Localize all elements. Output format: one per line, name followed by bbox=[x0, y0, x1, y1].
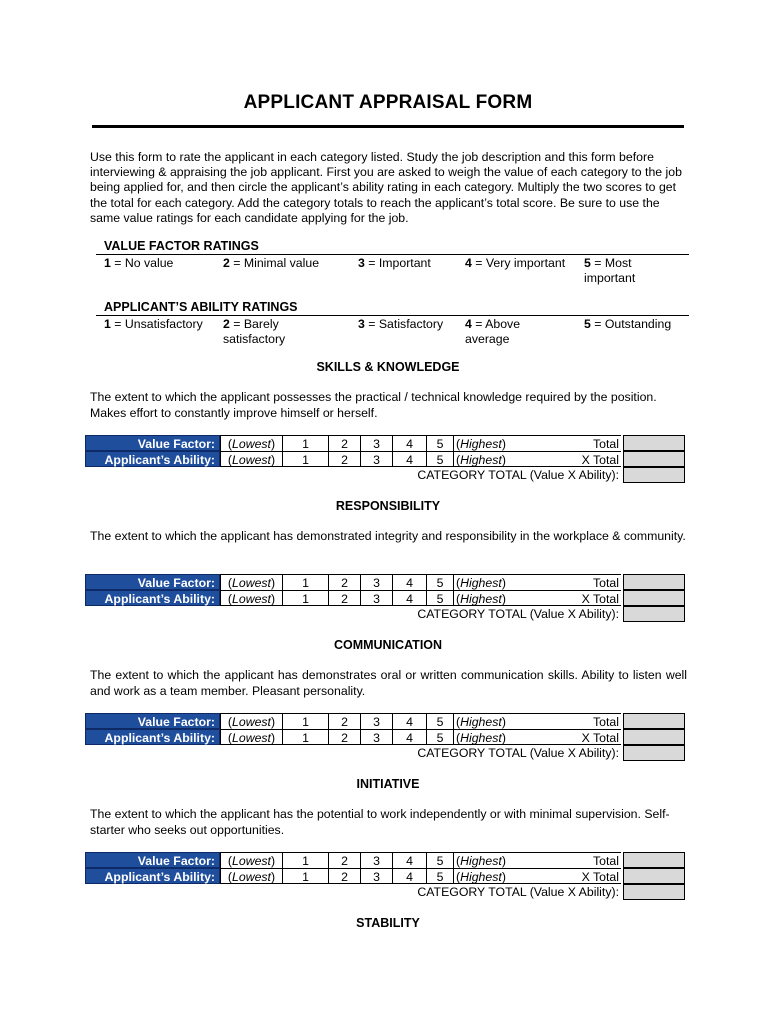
highest-label: (Highest) bbox=[454, 590, 522, 606]
highest-label: (Highest) bbox=[454, 868, 522, 884]
value-ratings-heading: VALUE FACTOR RATINGS bbox=[104, 239, 259, 253]
ability-row bbox=[85, 868, 685, 884]
x-total-label: X Total bbox=[522, 868, 621, 884]
ability-option-3[interactable]: 3 bbox=[360, 451, 392, 467]
ability-ratings-divider bbox=[96, 315, 689, 316]
section-title-communication: COMMUNICATION bbox=[333, 638, 443, 652]
section-title-skills: SKILLS & KNOWLEDGE bbox=[316, 360, 460, 374]
category-total-input[interactable] bbox=[623, 606, 685, 622]
category-total-label: CATEGORY TOTAL (Value X Ability): bbox=[417, 885, 619, 899]
ability-ratings-heading: APPLICANT’S ABILITY RATINGS bbox=[104, 300, 298, 314]
value-option-1[interactable]: 1 bbox=[282, 435, 328, 451]
value-option-2[interactable]: 2 bbox=[328, 713, 360, 729]
value-option-5[interactable]: 5 bbox=[426, 435, 454, 451]
lowest-label: (Lowest) bbox=[220, 574, 282, 590]
value-total-input[interactable] bbox=[623, 852, 685, 868]
ability-option-5[interactable]: 5 bbox=[426, 729, 454, 745]
page-title: APPLICANT APPRAISAL FORM bbox=[243, 92, 533, 113]
x-total-label: X Total bbox=[522, 451, 621, 467]
ability-option-4[interactable]: 4 bbox=[392, 451, 426, 467]
value-rating-1: 1 = No value bbox=[104, 256, 174, 270]
value-rating-4: 4 = Very important bbox=[465, 256, 566, 270]
ability-option-3[interactable]: 3 bbox=[360, 729, 392, 745]
ability-total-input[interactable] bbox=[623, 868, 685, 884]
ability-option-3[interactable]: 3 bbox=[360, 868, 392, 884]
value-option-3[interactable]: 3 bbox=[360, 852, 392, 868]
ability-option-3[interactable]: 3 bbox=[360, 590, 392, 606]
ability-label: Applicant’s Ability: bbox=[85, 590, 220, 606]
ability-option-1[interactable]: 1 bbox=[282, 868, 328, 884]
intro-paragraph: Use this form to rate the applicant in each category listed. Study the job description and this form before interviewing & appraising the job applicant. First you are asked to weigh the value of each category to the job being applied for, and then circle the applicant’s ability rating in each category. Multiply the two scores to get the total for each category. Add the category totals to reach the applicant’s total score. Be sure to use the same value ratings for each candidate applying for the job. bbox=[90, 150, 682, 225]
lowest-label: (Lowest) bbox=[220, 451, 282, 467]
highest-label: (Highest) bbox=[454, 435, 522, 451]
section-title-responsibility: RESPONSIBILITY bbox=[335, 499, 441, 513]
value-factor-row bbox=[85, 852, 685, 868]
highest-label: (Highest) bbox=[454, 729, 522, 745]
lowest-label: (Lowest) bbox=[220, 713, 282, 729]
ability-label: Applicant’s Ability: bbox=[85, 868, 220, 884]
value-option-3[interactable]: 3 bbox=[360, 435, 392, 451]
value-option-3[interactable]: 3 bbox=[360, 713, 392, 729]
value-factor-row bbox=[85, 435, 685, 451]
ability-row bbox=[85, 729, 685, 745]
category-total-label: CATEGORY TOTAL (Value X Ability): bbox=[417, 746, 619, 760]
value-factor-label: Value Factor: bbox=[85, 574, 220, 590]
value-total-input[interactable] bbox=[623, 574, 685, 590]
value-rating-2: 2 = Minimal value bbox=[223, 256, 320, 270]
value-option-5[interactable]: 5 bbox=[426, 852, 454, 868]
value-ratings-divider bbox=[96, 254, 689, 255]
ability-option-4[interactable]: 4 bbox=[392, 729, 426, 745]
section-desc-responsibility: The extent to which the applicant has demonstrated integrity and responsibility in the workplace & community. bbox=[90, 529, 686, 543]
ability-option-4[interactable]: 4 bbox=[392, 590, 426, 606]
value-option-4[interactable]: 4 bbox=[392, 713, 426, 729]
lowest-label: (Lowest) bbox=[220, 435, 282, 451]
category-total-label: CATEGORY TOTAL (Value X Ability): bbox=[417, 468, 619, 482]
ability-label: Applicant’s Ability: bbox=[85, 729, 220, 745]
value-factor-row bbox=[85, 713, 685, 729]
rating-table-skills bbox=[85, 435, 685, 485]
category-total-label: CATEGORY TOTAL (Value X Ability): bbox=[417, 607, 619, 621]
ability-label: Applicant’s Ability: bbox=[85, 451, 220, 467]
total-label: Total bbox=[522, 435, 621, 451]
lowest-label: (Lowest) bbox=[220, 590, 282, 606]
value-total-input[interactable] bbox=[623, 435, 685, 451]
value-option-4[interactable]: 4 bbox=[392, 435, 426, 451]
ability-option-1[interactable]: 1 bbox=[282, 451, 328, 467]
ability-option-2[interactable]: 2 bbox=[328, 729, 360, 745]
value-factor-label: Value Factor: bbox=[85, 852, 220, 868]
ability-option-5[interactable]: 5 bbox=[426, 868, 454, 884]
ability-total-input[interactable] bbox=[623, 590, 685, 606]
highest-label: (Highest) bbox=[454, 852, 522, 868]
lowest-label: (Lowest) bbox=[220, 852, 282, 868]
value-factor-label: Value Factor: bbox=[85, 435, 220, 451]
value-factor-label: Value Factor: bbox=[85, 713, 220, 729]
value-option-1[interactable]: 1 bbox=[282, 574, 328, 590]
value-option-1[interactable]: 1 bbox=[282, 713, 328, 729]
ability-option-1[interactable]: 1 bbox=[282, 590, 328, 606]
value-option-3[interactable]: 3 bbox=[360, 574, 392, 590]
x-total-label: X Total bbox=[522, 590, 621, 606]
ability-option-5[interactable]: 5 bbox=[426, 451, 454, 467]
value-rating-5: 5 = Most important bbox=[584, 256, 636, 285]
total-label: Total bbox=[522, 574, 621, 590]
ability-row bbox=[85, 590, 685, 606]
section-title-initiative: INITIATIVE bbox=[356, 777, 420, 791]
ability-rating-4: 4 = Above average bbox=[465, 317, 521, 346]
ability-rating-3: 3 = Satisfactory bbox=[358, 317, 444, 331]
section-title-stability: STABILITY bbox=[356, 916, 420, 930]
category-total-input[interactable] bbox=[623, 884, 685, 900]
value-rating-3: 3 = Important bbox=[358, 256, 431, 270]
ability-total-input[interactable] bbox=[623, 729, 685, 745]
total-label: Total bbox=[522, 713, 621, 729]
value-total-input[interactable] bbox=[623, 713, 685, 729]
ability-rating-2: 2 = Barely satisfactory bbox=[223, 317, 286, 346]
ability-option-4[interactable]: 4 bbox=[392, 868, 426, 884]
lowest-label: (Lowest) bbox=[220, 868, 282, 884]
ability-option-5[interactable]: 5 bbox=[426, 590, 454, 606]
category-total-input[interactable] bbox=[623, 745, 685, 761]
ability-rating-1: 1 = Unsatisfactory bbox=[104, 317, 203, 331]
value-option-2[interactable]: 2 bbox=[328, 852, 360, 868]
lowest-label: (Lowest) bbox=[220, 729, 282, 745]
section-desc-skills: The extent to which the applicant possesses the practical / technical knowledge required by the position. Makes effort to constantly improve himself or herself. bbox=[90, 390, 657, 420]
rating-table-initiative bbox=[85, 852, 685, 902]
value-factor-row bbox=[85, 574, 685, 590]
value-option-1[interactable]: 1 bbox=[282, 852, 328, 868]
rating-table-communication bbox=[85, 713, 685, 763]
value-option-5[interactable]: 5 bbox=[426, 713, 454, 729]
total-label: Total bbox=[522, 852, 621, 868]
ability-rating-5: 5 = Outstanding bbox=[584, 317, 672, 331]
ability-option-2[interactable]: 2 bbox=[328, 451, 360, 467]
ability-option-2[interactable]: 2 bbox=[328, 590, 360, 606]
rating-table-responsibility bbox=[85, 574, 685, 624]
section-desc-initiative: The extent to which the applicant has the potential to work independently or with minimal supervision. Self-starter who seeks out opportunities. bbox=[90, 807, 670, 837]
x-total-label: X Total bbox=[522, 729, 621, 745]
category-total-input[interactable] bbox=[623, 467, 685, 483]
ability-option-2[interactable]: 2 bbox=[328, 868, 360, 884]
ability-total-input[interactable] bbox=[623, 451, 685, 467]
section-desc-communication: The extent to which the applicant has demonstrates oral or written communication skills. Ability to listen well and work as a team member. Pleasant personality. bbox=[90, 668, 687, 698]
highest-label: (Highest) bbox=[454, 574, 522, 590]
value-option-4[interactable]: 4 bbox=[392, 574, 426, 590]
highest-label: (Highest) bbox=[454, 451, 522, 467]
ability-row bbox=[85, 451, 685, 467]
highest-label: (Highest) bbox=[454, 713, 522, 729]
ability-option-1[interactable]: 1 bbox=[282, 729, 328, 745]
value-option-2[interactable]: 2 bbox=[328, 574, 360, 590]
value-option-2[interactable]: 2 bbox=[328, 435, 360, 451]
value-option-5[interactable]: 5 bbox=[426, 574, 454, 590]
title-divider bbox=[92, 125, 684, 128]
value-option-4[interactable]: 4 bbox=[392, 852, 426, 868]
